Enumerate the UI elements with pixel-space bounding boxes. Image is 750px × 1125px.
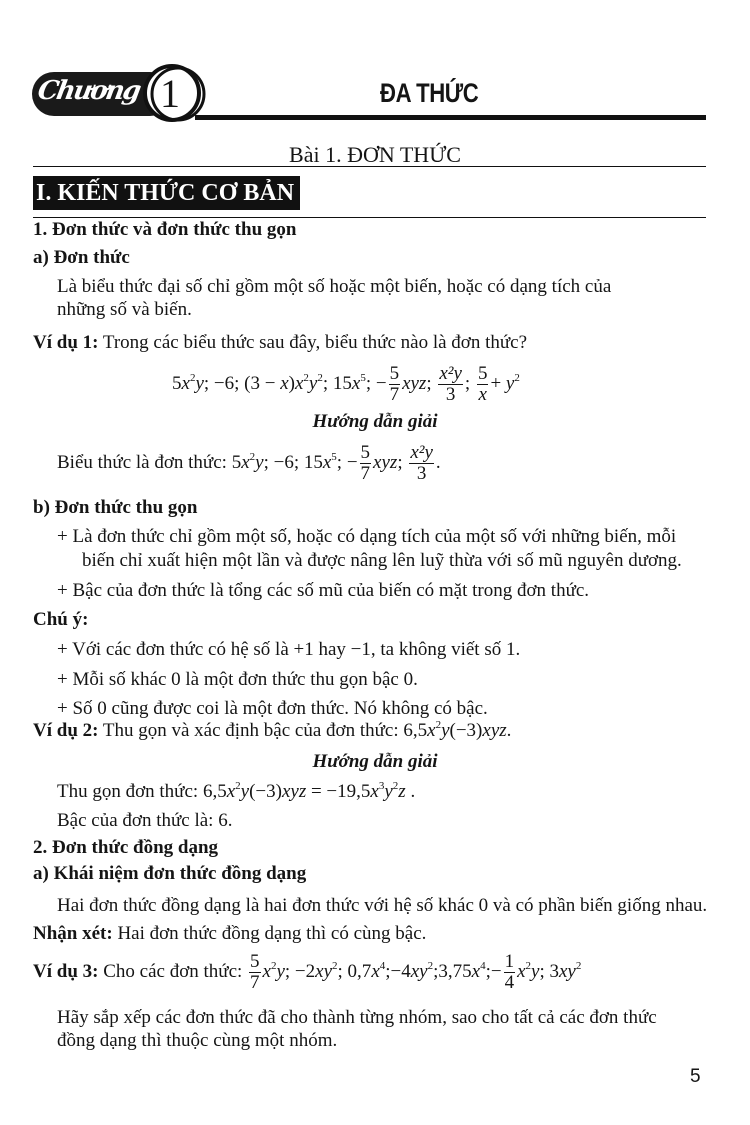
exponent: 2: [189, 371, 196, 384]
numerator: 5: [477, 363, 488, 384]
text-run: ; −: [336, 451, 358, 473]
denominator: 7: [389, 384, 400, 405]
section-heading: I. KIẾN THỨC CƠ BẢN: [33, 176, 300, 210]
math-variable: xy: [410, 960, 428, 982]
math-variable: y: [276, 960, 285, 982]
text-run: + Mỗi số khác 0 là một đơn thức thu gọn bậc 0.: [57, 669, 418, 690]
text-run: ; 3: [539, 960, 559, 982]
exponent: 2: [514, 371, 520, 384]
text-run: Hai đơn thức đồng dạng là hai đơn thức với hệ số khác 0 và có phần biến giống nhau.: [57, 895, 708, 916]
text-run: Hãy sắp xếp các đơn thức đã cho thành từng nhóm, sao cho tất cả các đơn thức: [57, 1007, 657, 1028]
lesson-title: Bài 1. ĐƠN THỨC: [289, 142, 461, 167]
numerator: 5: [389, 363, 400, 384]
numerator: 1: [504, 951, 515, 972]
text-line: [172, 364, 520, 405]
numerator: x²y: [439, 363, 462, 384]
chapter-rule: [195, 115, 706, 120]
denominator: 3: [445, 384, 456, 405]
text-run: ;3,75: [433, 960, 472, 982]
text-line: [33, 218, 296, 242]
text-line: [82, 549, 682, 573]
math-variable: xyz: [373, 451, 398, 473]
math-variable: y: [441, 720, 450, 741]
math-variable: y: [308, 372, 318, 394]
text-run: ; −6; (3 −: [203, 372, 281, 394]
text-line: [57, 298, 192, 322]
text-run: Hướng dẫn giải: [312, 751, 438, 772]
bold-label: Nhận xét:: [33, 923, 113, 944]
text-run: ; −2: [284, 960, 316, 982]
bold-label: Ví dụ 2:: [33, 720, 99, 741]
text-run: +: [490, 372, 506, 394]
exponent: 2: [435, 719, 442, 731]
fraction: [360, 443, 372, 484]
bold-label: Ví dụ 3:: [33, 960, 99, 982]
text-run: ;: [464, 372, 475, 394]
exponent: 2: [303, 371, 309, 384]
text-line: [33, 496, 197, 520]
text-run: .: [506, 720, 512, 741]
text-line: [0, 410, 750, 434]
text-run: Thu gọn đơn thức: 6,5: [57, 781, 227, 802]
page-number: 5: [690, 1066, 701, 1087]
chapter-word: Chương: [35, 76, 142, 106]
text-run: đồng dạng thì thuộc cùng một nhóm.: [57, 1030, 338, 1051]
math-variable: z: [398, 781, 406, 802]
fraction: [389, 364, 401, 405]
text-run: ;−4: [385, 960, 411, 982]
denominator: 4: [504, 972, 515, 993]
text-run: .: [435, 451, 441, 473]
exponent: 2: [317, 371, 323, 384]
denominator: 7: [250, 972, 260, 993]
text-run: Hướng dẫn giải: [312, 411, 438, 432]
fraction: [249, 952, 261, 993]
text-line: [0, 750, 750, 774]
math-variable: x: [280, 372, 289, 394]
exponent: 2: [575, 959, 582, 972]
exponent: 2: [525, 959, 532, 972]
text-line: [57, 579, 589, 603]
chapter-number: 1: [160, 71, 180, 116]
exponent: 2: [249, 450, 256, 463]
text-run: Hai đơn thức đồng dạng thì có cùng bậc.: [112, 923, 427, 944]
text-run: ): [288, 372, 295, 394]
text-run: a) Khái niệm đơn thức đồng dạng: [33, 863, 307, 884]
bold-label: Ví dụ 1:: [33, 332, 99, 353]
exponent: 2: [332, 959, 338, 972]
text-run: 5: [172, 372, 182, 394]
text-run: a) Đơn thức: [33, 247, 130, 268]
text-run: biến chỉ xuất hiện một lần và được nâng lên luỹ thừa với số mũ nguyên dương.: [82, 550, 682, 571]
text-line: [57, 668, 418, 692]
text-run: những số và biến.: [57, 299, 192, 320]
math-variable: x: [241, 451, 250, 473]
text-run: .: [405, 781, 416, 802]
math-variable: xyz: [402, 372, 427, 394]
chapter-badge: [30, 64, 208, 122]
text-line: [57, 809, 232, 833]
fraction: [477, 364, 489, 405]
math-variable: xy: [559, 960, 576, 982]
text-line: [33, 922, 426, 946]
text-run: Cho các đơn thức:: [98, 960, 248, 982]
math-variable: xy: [315, 960, 333, 982]
math-variable: y: [195, 372, 204, 394]
exponent: 2: [235, 780, 241, 792]
text-run: Trong các biểu thức sau đây, biểu thức nào là đơn thức?: [98, 332, 528, 353]
chapter-title: ĐA THỨC: [380, 78, 479, 108]
denominator: 7: [360, 463, 371, 484]
text-run: + Bậc của đơn thức là tổng các số mũ của biến có mặt trong đơn thức.: [57, 580, 590, 601]
text-line: [57, 697, 488, 721]
exponent: 2: [427, 959, 434, 972]
text-line: [57, 894, 707, 918]
text-run: 2. Đơn thức đồng dạng: [33, 837, 219, 858]
math-variable: x: [370, 781, 379, 802]
math-variable: x: [226, 781, 236, 802]
math-variable: y: [240, 781, 250, 802]
math-variable: x: [471, 960, 481, 982]
text-run: ; 15: [322, 372, 352, 394]
text-run: + Số 0 cũng được coi là một đơn thức. Nó không có bậc.: [57, 698, 488, 719]
math-variable: x: [351, 372, 361, 394]
denominator: 3: [416, 463, 427, 484]
text-line: [57, 780, 415, 804]
text-line: [33, 608, 88, 632]
exponent: 5: [360, 371, 366, 384]
exponent: 4: [480, 959, 486, 972]
exponent: 5: [331, 450, 337, 463]
fraction: [409, 443, 434, 484]
math-variable: y: [505, 372, 515, 394]
text-run: ;: [426, 372, 437, 394]
text-line: [33, 952, 581, 993]
text-line: [57, 443, 441, 484]
text-run: Thu gọn và xác định bậc của đơn thức: 6,5: [98, 720, 428, 741]
math-variable: y: [384, 781, 393, 802]
text-run: ;: [397, 451, 408, 473]
text-run: ; −: [365, 372, 387, 394]
text-run: ; 0,7: [337, 960, 372, 982]
text-run: Bậc của đơn thức là: 6.: [57, 810, 233, 831]
math-variable: x: [517, 960, 526, 982]
text-line: [33, 331, 527, 355]
text-run: Chú ý:: [33, 609, 89, 630]
fraction: [504, 952, 516, 993]
text-line: [57, 638, 520, 662]
math-variable: x: [427, 720, 436, 741]
math-variable: x: [322, 451, 332, 473]
numerator: 5: [360, 442, 371, 463]
text-run: Là biểu thức đại số chỉ gồm một số hoặc một biến, hoặc có dạng tích của: [57, 276, 612, 297]
text-run: (−3): [449, 720, 483, 741]
text-run: 1. Đơn thức và đơn thức thu gọn: [33, 219, 297, 240]
text-line: [57, 1006, 657, 1030]
text-run: = −19,5: [306, 781, 371, 802]
text-line: [57, 1029, 337, 1053]
exponent: 2: [392, 780, 399, 792]
text-run: ;−: [485, 960, 502, 982]
exponent: 2: [270, 959, 277, 972]
text-line: [33, 836, 218, 860]
math-variable: y: [531, 960, 540, 982]
math-variable: xyz: [281, 781, 307, 802]
text-line: [33, 246, 130, 270]
math-variable: x: [371, 960, 380, 982]
text-run: b) Đơn thức thu gọn: [33, 497, 198, 518]
fraction: [438, 364, 463, 405]
math-variable: x: [262, 960, 271, 982]
text-run: Biểu thức là đơn thức: 5: [57, 451, 242, 473]
denominator: x: [478, 384, 487, 405]
exponent: 3: [378, 780, 385, 792]
exponent: 4: [379, 959, 386, 972]
text-line: [33, 719, 511, 743]
text-run: + Với các đơn thức có hệ số là +1 hay −1, ta không viết số 1.: [57, 639, 521, 660]
text-line: [57, 525, 676, 549]
text-run: + Là đơn thức chỉ gồm một số, hoặc có dạng tích của một số với những biến, mỗi: [57, 526, 677, 547]
math-variable: y: [255, 451, 264, 473]
numerator: 5: [250, 951, 260, 972]
numerator: x²y: [410, 442, 433, 463]
text-line: [57, 275, 611, 299]
text-run: ; −6; 15: [263, 451, 323, 473]
math-variable: x: [181, 372, 190, 394]
text-line: [33, 862, 306, 886]
math-variable: xyz: [482, 720, 507, 741]
text-run: (−3): [249, 781, 282, 802]
math-variable: x: [294, 372, 304, 394]
